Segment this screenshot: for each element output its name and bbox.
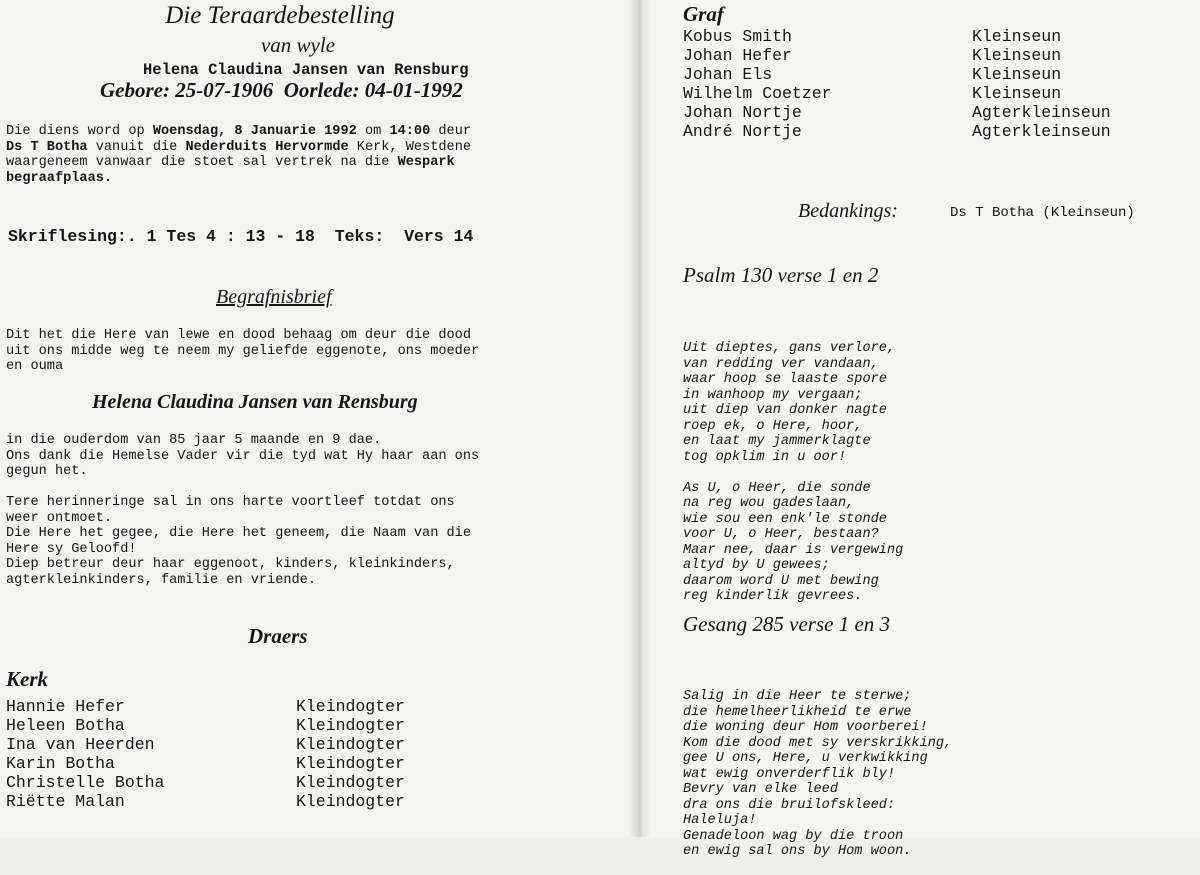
birth-death-dates: Gebore: 25-07-1906 Oorlede: 04-01-1992 <box>100 78 463 102</box>
kerk-heading: Kerk <box>6 667 48 691</box>
list-item-relation: Kleinseun <box>972 46 1062 65</box>
list-item-relation: Kleindogter <box>296 754 405 773</box>
list-item-relation: Kleindogter <box>296 716 405 735</box>
list-item: Wilhelm Coetzer <box>683 84 832 103</box>
letter-text: Dit het die Here van lewe en dood behaag om deur die dood uit ons midde weg te neem my geliefde eggenote, ons moeder en ouma <box>6 328 480 374</box>
gesang-text: Salig in die Heer te sterwe; die hemelheerlikheid te erwe die woning deur Hom voorberei! Kom die dood met sy verskrikking, gee U ons, Here, u verkwikking wat ewig onverderflik bly! Bevry van elke leed dra ons die bruilofskleed: Haleluja! Genadeloon wag by die troon en ewig sal ons by Hom woon. <box>683 689 953 859</box>
list-item-relation: Kleinseun <box>972 27 1062 46</box>
list-item-relation: Kleinseun <box>972 65 1062 84</box>
list-item-relation: Kleindogter <box>296 697 405 716</box>
page-fold <box>628 0 652 837</box>
list-item-relation: Agterkleinseun <box>972 122 1111 141</box>
list-item: André Nortje <box>683 122 802 141</box>
list-item: Kobus Smith <box>683 27 792 46</box>
list-item: Johan Els <box>683 65 773 84</box>
list-item-relation: Kleinseun <box>972 84 1062 103</box>
scripture-reading: Skriflesing:. 1 Tes 4 : 13 - 18 Teks: Vers 14 <box>8 227 474 246</box>
document-subtitle: van wyle <box>260 33 336 57</box>
list-item: Christelle Botha <box>6 773 165 792</box>
thanks-value: Ds T Botha (Kleinseun) <box>950 205 1135 221</box>
list-item: Hannie Hefer <box>6 697 125 716</box>
list-item-relation: Agterkleinseun <box>972 103 1111 122</box>
graf-heading: Graf <box>683 2 724 26</box>
age-text: in die ouderdom van 85 jaar 5 maande en 9 dae. Ons dank die Hemelse Vader vir die tyd wat Hy haar aan ons gegun het. <box>6 433 480 479</box>
letter-heading: Begrafnisbrief <box>216 286 332 308</box>
service-details: Die diens word op Woensdag, 8 Januarie 1992 om 14:00 deur Ds T Botha vanuit die Nederduits Hervormde Kerk, Westdene waargeneem vanwaar die stoet sal vertrek na die Wespark begraafplaas. <box>6 124 472 186</box>
deceased-name-heading: Helena Claudina Jansen van Rensburg <box>92 391 418 413</box>
list-item: Heleen Botha <box>6 716 125 735</box>
document-title: Die Teraardebestelling <box>165 2 395 29</box>
psalm-text: Uit dieptes, gans verlore, van redding ver vandaan, waar hoop se laaste spore in wanhoop my vergaan; uit diep van donker nagte roep ek, o Here, hoor, en laat my jammerklagte tog opklim in u oor! As U, o Heer, die sonde na reg wou gadeslaan, wie sou een enk'le stonde voor U, o Heer, bestaan? Maar nee, daar is vergewing altyd by U gewees; daarom word U met bewing reg kinderlik gevrees. <box>683 341 904 604</box>
list-item-relation: Kleindogter <box>296 735 405 754</box>
deceased-name: Helena Claudina Jansen van Rensburg <box>143 61 469 79</box>
bearers-heading: Draers <box>248 624 308 648</box>
list-item: Riëtte Malan <box>6 792 125 811</box>
list-item: Johan Nortje <box>683 103 802 122</box>
thanks-label: Bedankings: <box>798 200 898 222</box>
memorial-text: Tere herinneringe sal in ons harte voortleef totdat ons weer ontmoet. Die Here het gegee, die Here het geneem, die Naam van die Here sy Geloofd! Diep betreur deur haar eggenoot, kinders, kleinkinders, agterkleinkinders, familie en vriende. <box>6 495 471 588</box>
list-item: Johan Hefer <box>683 46 792 65</box>
list-item: Ina van Heerden <box>6 735 155 754</box>
list-item-relation: Kleindogter <box>296 792 405 811</box>
list-item: Karin Botha <box>6 754 115 773</box>
gesang-heading: Gesang 285 verse 1 en 3 <box>683 612 891 636</box>
list-item-relation: Kleindogter <box>296 773 405 792</box>
psalm-heading: Psalm 130 verse 1 en 2 <box>683 263 879 287</box>
